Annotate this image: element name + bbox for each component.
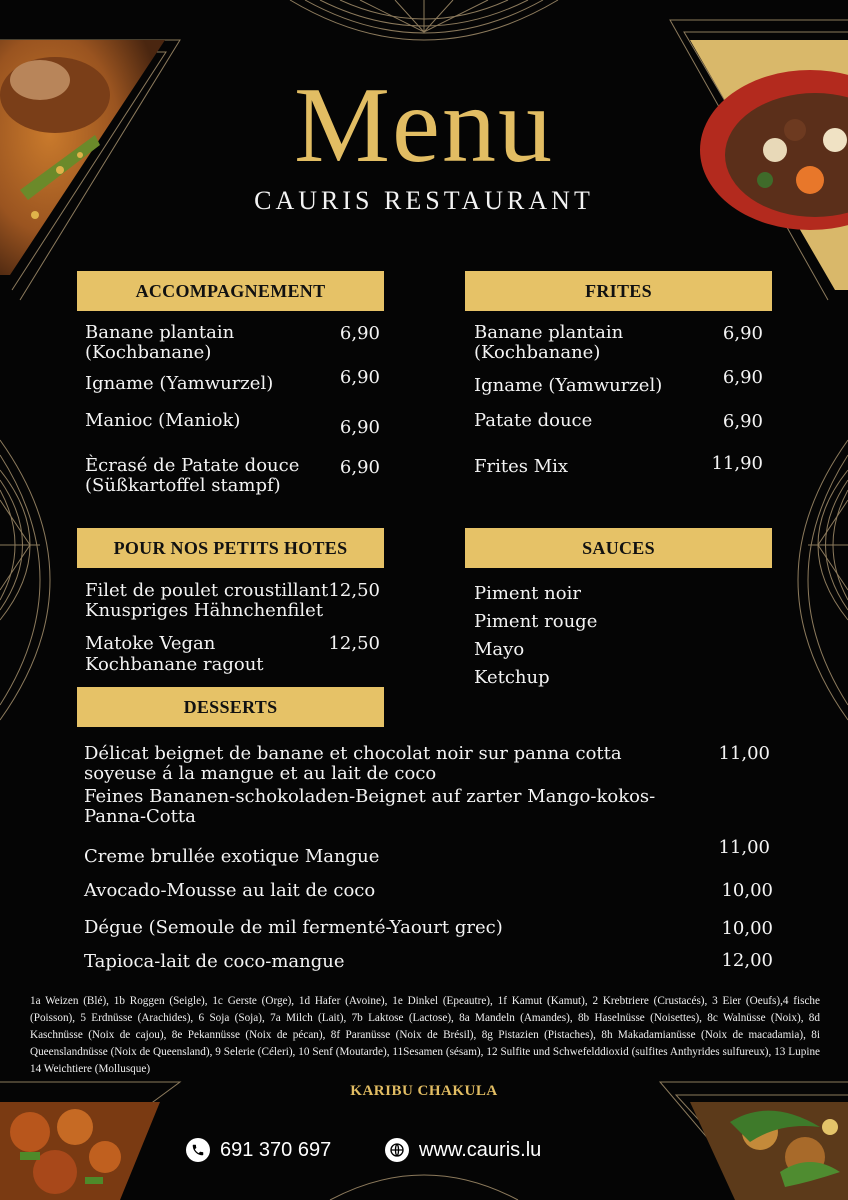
- dessert-description-line: soyeuse á la mangue et au lait de coco: [84, 763, 437, 784]
- menu-item-price: 6,90: [339, 417, 380, 438]
- menu-item-name: Creme brullée exotique Mangue: [84, 846, 380, 867]
- food-photo-bottom-left: [0, 1102, 160, 1200]
- section-header-desserts: DESSERTS: [77, 687, 384, 727]
- phone-contact[interactable]: [186, 1137, 331, 1163]
- phone-icon: [186, 1138, 210, 1162]
- globe-icon: [385, 1138, 409, 1162]
- menu-item-price: 6,90: [339, 457, 380, 478]
- menu-item-subtitle: (Kochbanane): [85, 342, 212, 363]
- dessert-description-line: Feines Bananen-schokoladen-Beignet auf zarter Mango-kokos-: [84, 786, 656, 807]
- menu-item-subtitle: Kochbanane ragout: [85, 654, 264, 675]
- menu-item-name: Dégue (Semoule de mil fermenté-Yaourt grec): [84, 917, 503, 938]
- sauce-item: Ketchup: [474, 667, 550, 688]
- menu-title: Menu: [294, 66, 554, 185]
- food-photo-bottom-right: [690, 1102, 848, 1200]
- menu-item-price: 10,00: [721, 918, 773, 939]
- menu-item-price: 11,00: [718, 743, 770, 764]
- menu-item-subtitle: Knuspriges Hähnchenfilet: [85, 600, 324, 621]
- menu-item-price: 6,90: [722, 411, 763, 432]
- menu-item-name: Banane plantain: [474, 322, 624, 343]
- menu-item-subtitle: (Süßkartoffel stampf): [85, 475, 281, 496]
- menu-item-name: Frites Mix: [474, 456, 569, 477]
- sauce-item: Mayo: [474, 639, 525, 660]
- menu-item-name: Igname (Yamwurzel): [85, 373, 274, 394]
- menu-item-price: 6,90: [722, 367, 763, 388]
- dessert-description-line: Délicat beignet de banane et chocolat noir sur panna cotta: [84, 743, 622, 764]
- menu-item-price: 6,90: [722, 323, 763, 344]
- sauce-item: Piment rouge: [474, 611, 598, 632]
- menu-item-subtitle: (Kochbanane): [474, 342, 601, 363]
- section-header-frites: FRITES: [465, 271, 772, 311]
- menu-item-price: 11,00: [718, 837, 770, 858]
- phone-number: 691 370 697: [220, 1138, 332, 1161]
- menu-item-price: 6,90: [339, 323, 380, 344]
- menu-item-name: Igname (Yamwurzel): [474, 375, 663, 396]
- footer-slogan: KARIBU CHAKULA: [350, 1083, 498, 1099]
- menu-item-name: Ècrasé de Patate douce: [85, 455, 300, 476]
- menu-item-price: 6,90: [339, 367, 380, 388]
- section-header-accompagnement: ACCOMPAGNEMENT: [77, 271, 384, 311]
- menu-item-price: 11,90: [711, 453, 763, 474]
- menu-item-price: 12,00: [721, 950, 773, 971]
- website-link[interactable]: [385, 1137, 541, 1163]
- section-header-petits-hotes: POUR NOS PETITS HOTES: [77, 528, 384, 568]
- allergen-legend: 1a Weizen (Blé), 1b Roggen (Seigle), 1c Gerste (Orge), 1d Hafer (Avoine), 1e Dinkel (Epeautre), 1f Kamut (Kamut), 2 Krebtriere (Crustacés), 3 Eier (Oeufs),4 fische (Poisson), 5 Erdnüsse (Arachides), 6 Soja (Soja), 7a Milch (Lait), 7b Laktose (Lactose), 8a Mandeln (Amandes), 8b Haselnüsse (Noisettes), 8c Walnüsse (Noix), 8d Kaschnüsse (Noix de cajou), 8e Pekannüsse (Noix de pécan), 8f Paranüsse (Noix de Brésil), 8g Pistazien (Pistaches), 8h Makadamianüsse (Noix de macadamia), 8i Queenslandnüsse (Noix de Queensland), 9 Selerie (Céleri), 10 Senf (Moutarde), 11Sesamen (sésam), 12 Sulfite und Schwefelddioxid (sulfites Anthyrides sulfureux), 13 Lupine 14 Weichtiere (Mollusque): [30, 995, 820, 1075]
- menu-item-name: Tapioca-lait de coco-mangue: [84, 951, 345, 972]
- menu-item-name: Manioc (Maniok): [85, 410, 241, 431]
- menu-item-price: 12,50: [328, 633, 380, 654]
- menu-item-price: 12,50: [328, 580, 380, 601]
- restaurant-name: CAURIS RESTAURANT: [254, 186, 594, 215]
- menu-item-name: Filet de poulet croustillant: [85, 580, 329, 601]
- menu-item-price: 10,00: [721, 880, 773, 901]
- menu-item-name: Avocado-Mousse au lait de coco: [84, 880, 376, 901]
- website-url: www.cauris.lu: [419, 1138, 542, 1161]
- sauce-item: Piment noir: [474, 583, 581, 604]
- section-header-sauces: SAUCES: [465, 528, 772, 568]
- menu-item-name: Patate douce: [474, 410, 593, 431]
- dessert-description-line: Panna-Cotta: [84, 806, 196, 827]
- menu-item-name: Matoke Vegan: [85, 633, 216, 654]
- menu-item-name: Banane plantain: [85, 322, 235, 343]
